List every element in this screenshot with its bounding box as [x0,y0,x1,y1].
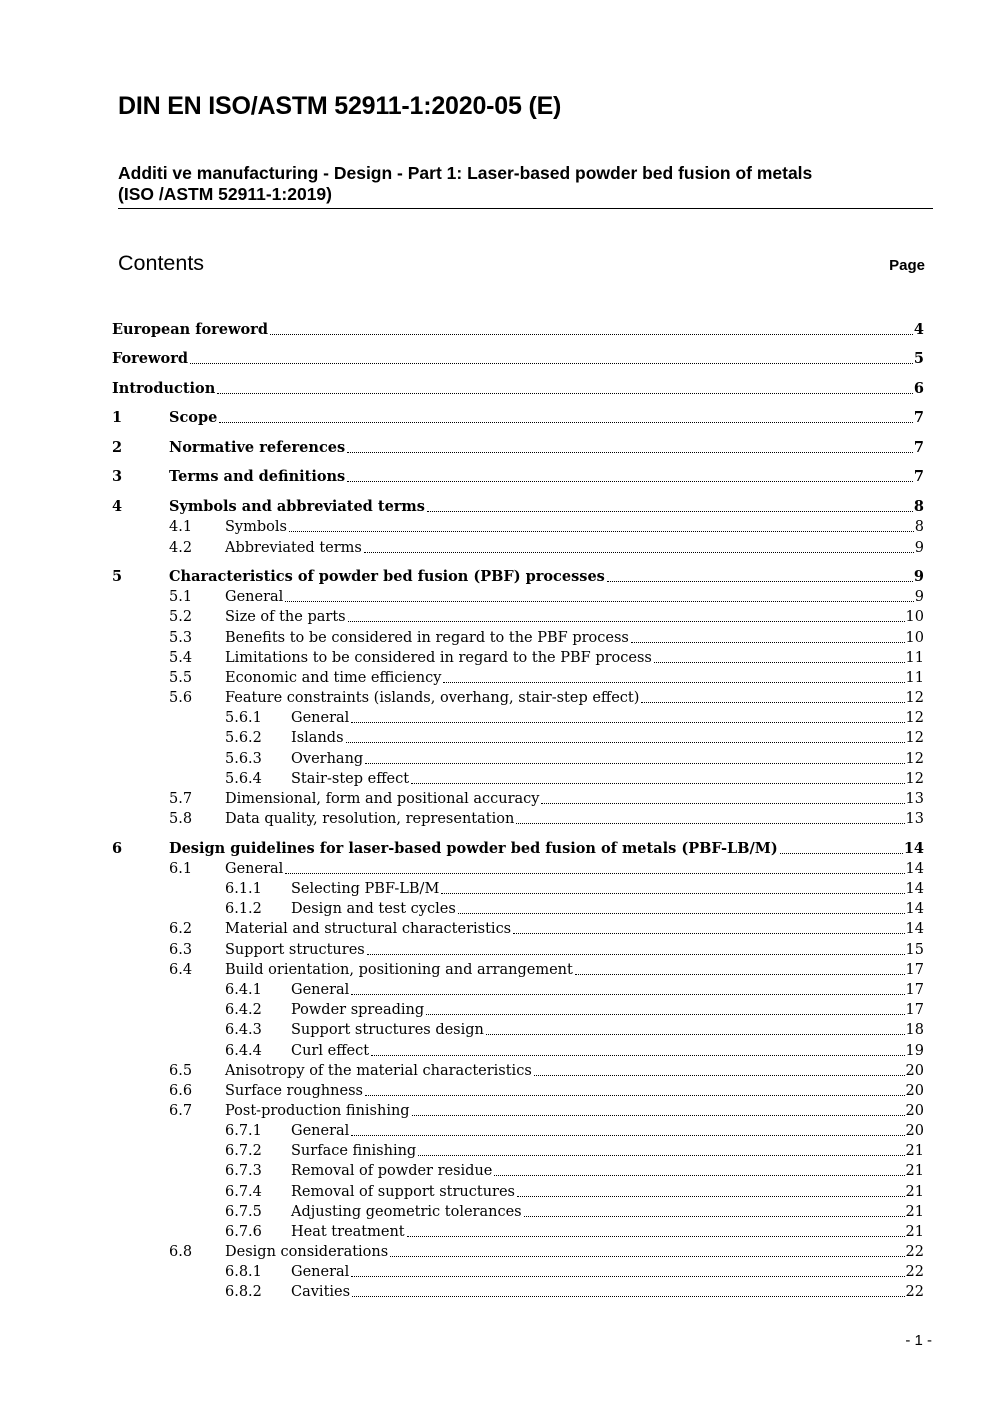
toc-dot-leader [219,408,913,423]
toc-dot-leader [367,940,905,955]
toc-entry-page: 17 [905,1002,924,1018]
toc-entry-number: 5.1 [169,589,193,605]
toc-entry-number: 1 [112,409,123,426]
toc-entry[interactable] [112,960,924,980]
toc-dot-leader [486,1020,905,1035]
toc-entry[interactable] [112,728,924,748]
toc-entry-number: 5.6.3 [225,751,262,767]
toc-dot-leader [412,1101,905,1116]
toc-dot-leader [427,497,913,512]
toc-entry[interactable] [112,940,924,960]
toc-entry-number: 6.4.3 [225,1022,262,1038]
toc-entry-title: General [291,1264,350,1280]
toc-entry-page: 6 [913,380,924,397]
toc-entry-title: European foreword [112,321,268,338]
toc-entry-number: 5.6.4 [225,771,262,787]
toc-entry[interactable] [112,628,924,648]
toc-entry-number: 5.4 [169,650,193,666]
toc-dot-leader [390,1242,904,1257]
toc-entry-title: Terms and definitions [169,468,346,485]
toc-entry-title: Support structures [225,942,365,958]
toc-entry[interactable] [112,919,924,939]
toc-entry-number: 6.6 [169,1083,193,1099]
toc-entry[interactable] [112,668,924,688]
toc-entry-page: 17 [905,962,924,978]
toc-entry-title: Introduction [112,380,216,397]
toc-dot-leader [443,668,904,683]
toc-dot-leader [517,1182,905,1197]
toc-entry-page: 14 [903,840,924,857]
toc-dot-leader [348,607,905,622]
toc-entry[interactable] [112,688,924,708]
toc-dot-leader [458,899,905,914]
toc-entry-title: Adjusting geometric tolerances [291,1204,522,1220]
toc-entry-number: 6.7 [169,1103,193,1119]
toc-dot-leader [351,1262,904,1277]
toc-entry[interactable] [112,1242,924,1262]
toc-entry-page: 14 [905,881,924,897]
toc-entry-title: Anisotropy of the material characteristics [225,1063,532,1079]
toc-entry-title: Build orientation, positioning and arrangement [225,962,573,978]
page-column-label: Page [889,257,925,274]
toc-dot-leader [285,859,904,874]
toc-dot-leader [641,688,904,703]
toc-entry[interactable] [112,1182,924,1202]
toc-dot-leader [575,960,905,975]
toc-entry-page: 5 [913,350,924,367]
toc-entry-page: 13 [905,811,924,827]
toc-entry-page: 13 [905,791,924,807]
toc-entry[interactable] [112,1121,924,1141]
toc-dot-leader [217,379,913,394]
toc-entry[interactable] [112,789,924,809]
toc-dot-leader [289,517,914,532]
toc-entry-page: 9 [913,568,924,585]
toc-entry-page: 10 [905,630,924,646]
toc-dot-leader [351,1121,904,1136]
toc-entry-page: 15 [905,942,924,958]
toc-entry-number: 6.1.2 [225,901,262,917]
toc-entry[interactable] [112,980,924,1000]
toc-entry[interactable] [112,607,924,627]
toc-entry-title: Feature constraints (islands, overhang, stair-step effect) [225,690,640,706]
toc-dot-leader [780,839,903,854]
toc-entry-page: 21 [905,1143,924,1159]
toc-dot-leader [534,1061,905,1076]
toc-entry-title: Scope [169,409,218,426]
toc-entry-title: Benefits to be considered in regard to the PBF process [225,630,629,646]
toc-entry[interactable] [112,1141,924,1161]
toc-entry-page: 9 [914,589,924,605]
toc-entry-number: 2 [112,439,123,456]
toc-entry-number: 4.2 [169,540,193,556]
toc-entry-page: 18 [905,1022,924,1038]
toc-entry-number: 6.8.2 [225,1284,262,1300]
toc-entry-title: General [291,710,350,726]
toc-entry-title: Economic and time efficiency [225,670,442,686]
toc-entry[interactable] [112,879,924,899]
toc-entry-title: Heat treatment [291,1224,405,1240]
toc-dot-leader [494,1161,904,1176]
toc-entry-number: 6.1 [169,861,193,877]
toc-entry-title: Foreword [112,350,188,367]
toc-entry-number: 6.1.1 [225,881,262,897]
toc-entry[interactable] [112,1101,924,1121]
toc-entry-page: 9 [914,540,924,556]
toc-entry-number: 6.7.2 [225,1143,262,1159]
toc-entry-title: Material and structural characteristics [225,921,512,937]
toc-entry-title: General [225,861,284,877]
toc-entry[interactable] [112,839,924,859]
toc-entry-page: 12 [905,730,924,746]
toc-entry-number: 6.4 [169,962,193,978]
toc-entry-page: 10 [905,609,924,625]
toc-entry-number: 6 [112,840,123,857]
toc-entry-page: 7 [913,439,924,456]
toc-entry[interactable] [112,809,924,829]
toc-entry[interactable] [112,408,924,428]
toc-entry-page: 14 [905,921,924,937]
toc-entry-number: 6.2 [169,921,193,937]
subtitle-line-1: Additi ve manufacturing - Design - Part 1: Laser-based powder bed fusion of metals [118,163,813,183]
toc-entry-number: 5.2 [169,609,193,625]
toc-entry-number: 5.6.2 [225,730,262,746]
toc-entry-title: Surface roughness [225,1083,363,1099]
toc-dot-leader [365,1081,905,1096]
toc-entry[interactable] [112,587,924,607]
toc-entry-number: 6.7.6 [225,1224,262,1240]
toc-entry-page: 21 [905,1184,924,1200]
toc-dot-leader [418,1141,904,1156]
toc-entry[interactable] [112,349,924,369]
subtitle-line-2: (ISO /ASTM 52911-1:2019) [118,184,332,204]
toc-entry-page: 11 [905,670,924,686]
toc-entry-number: 6.3 [169,942,193,958]
toc-dot-leader [352,1282,904,1297]
toc-dot-leader [513,919,904,934]
toc-entry-title: Removal of support structures [291,1184,515,1200]
toc-entry-title: Normative references [169,439,346,456]
toc-entry-title: Stair-step effect [291,771,410,787]
toc-entry-title: Data quality, resolution, representation [225,811,515,827]
toc-dot-leader [524,1202,905,1217]
toc-entry[interactable] [112,1161,924,1181]
toc-dot-leader [364,538,914,553]
toc-entry-number: 4.1 [169,519,193,535]
toc-entry-title: General [291,1123,350,1139]
toc-entry-number: 6.7.1 [225,1123,262,1139]
toc-entry[interactable] [112,320,924,340]
toc-dot-leader [190,349,913,364]
toc-entry-page: 12 [905,690,924,706]
toc-entry-number: 4 [112,498,123,515]
toc-entry[interactable] [112,1041,924,1061]
toc-entry[interactable] [112,438,924,458]
toc-entry-page: 20 [905,1063,924,1079]
toc-entry[interactable] [112,379,924,399]
toc-entry[interactable] [112,567,924,587]
toc-entry[interactable] [112,467,924,487]
toc-entry[interactable] [112,517,924,537]
toc-entry-page: 20 [905,1103,924,1119]
toc-dot-leader [285,587,913,602]
toc-entry-number: 6.4.1 [225,982,262,998]
toc-dot-leader [654,648,905,663]
toc-entry-title: Selecting PBF-LB/M [291,881,440,897]
toc-entry[interactable] [112,1081,924,1101]
toc-entry-title: Design guidelines for laser-based powder bed fusion of metals (PBF-LB/M) [169,840,778,857]
toc-entry-title: Curl effect [291,1043,370,1059]
toc-entry-title: Design and test cycles [291,901,456,917]
toc-entry-number: 6.5 [169,1063,193,1079]
toc-dot-leader [347,438,913,453]
toc-entry[interactable] [112,1000,924,1020]
toc-entry[interactable] [112,648,924,668]
toc-entry-number: 6.4.2 [225,1002,262,1018]
toc-entry-page: 8 [913,498,924,515]
toc-entry-number: 5.3 [169,630,193,646]
toc-entry-page: 8 [914,519,924,535]
toc-entry[interactable] [112,899,924,919]
toc-entry-title: Cavities [291,1284,351,1300]
toc-entry-page: 22 [905,1244,924,1260]
toc-entry[interactable] [112,1061,924,1081]
toc-dot-leader [407,1222,905,1237]
toc-dot-leader [426,1000,904,1015]
toc-entry-number: 5.8 [169,811,193,827]
toc-entry[interactable] [112,497,924,517]
toc-entry-title: Size of the parts [225,609,346,625]
page-footer-number: - 1 - [905,1332,932,1349]
toc-entry-page: 4 [913,321,924,338]
toc-entry-page: 12 [905,771,924,787]
toc-entry-title: Islands [291,730,344,746]
toc-entry-page: 12 [905,710,924,726]
toc-entry-title: Symbols and abbreviated terms [169,498,425,515]
toc-dot-leader [371,1041,905,1056]
subtitle [118,163,933,209]
toc-entry-page: 7 [913,409,924,426]
toc-entry-number: 6.7.5 [225,1204,262,1220]
toc-entry-title: Limitations to be considered in regard to the PBF process [225,650,652,666]
toc-entry-page: 11 [905,650,924,666]
toc-entry-page: 22 [905,1264,924,1280]
toc-entry-page: 20 [905,1123,924,1139]
toc-entry-number: 5.6 [169,690,193,706]
toc-entry-title: Removal of powder residue [291,1163,493,1179]
toc-entry-title: General [291,982,350,998]
toc-entry[interactable] [112,1202,924,1222]
toc-entry[interactable] [112,538,924,558]
toc-entry[interactable] [112,1262,924,1282]
toc-dot-leader [631,628,905,643]
toc-entry-page: 21 [905,1224,924,1240]
toc-entry[interactable] [112,1282,924,1302]
toc-entry-page: 22 [905,1284,924,1300]
toc-entry-page: 7 [913,468,924,485]
toc-entry-page: 14 [905,901,924,917]
toc-dot-leader [347,467,913,482]
toc-entry-number: 3 [112,468,123,485]
toc-dot-leader [365,749,904,764]
toc-entry-number: 6.4.4 [225,1043,262,1059]
toc-entry-page: 19 [905,1043,924,1059]
toc-dot-leader [270,320,913,335]
toc-entry-number: 5 [112,568,123,585]
toc-entry[interactable] [112,749,924,769]
toc-entry-title: Overhang [291,751,364,767]
toc-entry-number: 6.7.3 [225,1163,262,1179]
toc-entry-title: Abbreviated terms [225,540,362,556]
toc-entry-title: Symbols [225,519,287,535]
toc-dot-leader [351,980,904,995]
toc-entry-page: 12 [905,751,924,767]
toc-entry-title: Post-production finishing [225,1103,410,1119]
toc-entry-number: 6.8 [169,1244,193,1260]
toc-dot-leader [346,728,905,743]
toc-entry-title: Design considerations [225,1244,389,1260]
toc-entry-title: General [225,589,284,605]
toc-entry[interactable] [112,708,924,728]
toc-entry-title: Surface finishing [291,1143,417,1159]
toc-entry-number: 6.7.4 [225,1184,262,1200]
toc-entry-page: 20 [905,1083,924,1099]
toc-entry-number: 5.7 [169,791,193,807]
toc-entry-page: 14 [905,861,924,877]
toc-dot-leader [351,708,904,723]
toc-dot-leader [441,879,904,894]
toc-entry[interactable] [112,1020,924,1040]
toc-entry-page: 21 [905,1163,924,1179]
toc-entry-title: Support structures design [291,1022,484,1038]
toc-entry-number: 5.6.1 [225,710,262,726]
toc-entry-number: 5.5 [169,670,193,686]
toc-entry[interactable] [112,859,924,879]
toc-entry-title: Characteristics of powder bed fusion (PBF) processes [169,568,605,585]
toc-entry-title: Powder spreading [291,1002,425,1018]
toc-entry-page: 17 [905,982,924,998]
toc-entry[interactable] [112,769,924,789]
toc-entry-title: Dimensional, form and positional accuracy [225,791,540,807]
contents-heading: Contents [118,251,205,275]
toc-dot-leader [541,789,904,804]
toc-dot-leader [516,809,904,824]
doc-title: DIN EN ISO/ASTM 52911-1:2020-05 (E) [118,92,562,120]
toc-entry-page: 21 [905,1204,924,1220]
toc-dot-leader [411,769,905,784]
toc-dot-leader [607,567,913,582]
toc-entry-number: 6.8.1 [225,1264,262,1280]
toc-entry[interactable] [112,1222,924,1242]
